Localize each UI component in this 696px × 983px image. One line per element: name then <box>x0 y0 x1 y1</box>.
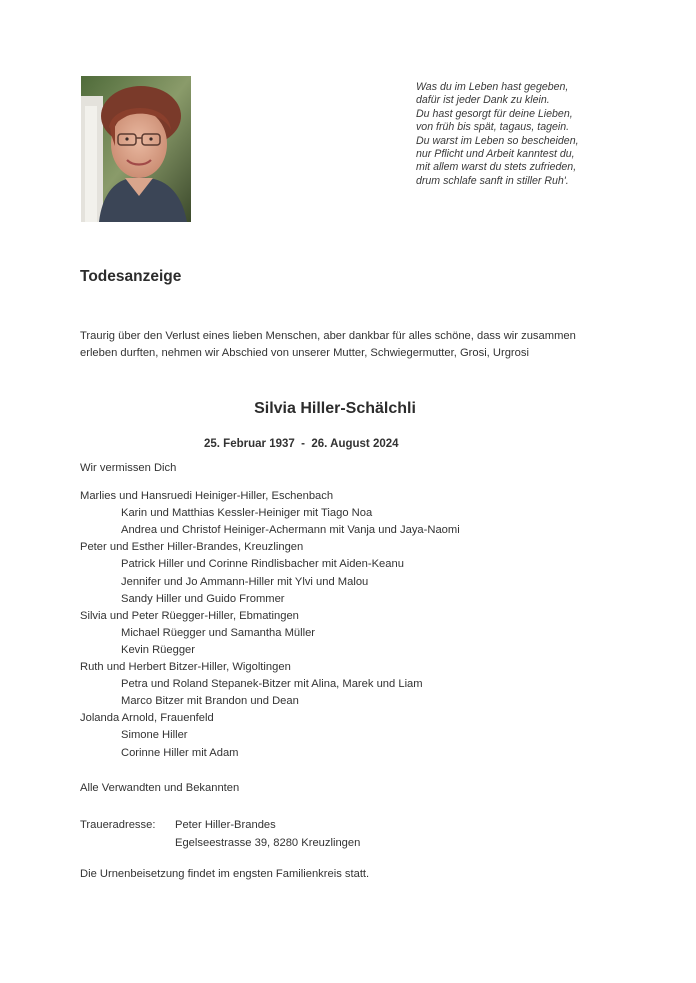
family-member-child: Andrea und Christof Heiniger-Achermann mit Vanja und Jaya-Naomi <box>121 524 460 537</box>
life-dates: 25. Februar 1937 - 26. August 2024 <box>204 438 399 450</box>
poem-line: Du hast gesorgt für deine Lieben, <box>416 107 573 120</box>
family-member-child: Petra und Roland Stepanek-Bitzer mit Alina, Marek und Liam <box>121 678 423 691</box>
deceased-name-row <box>0 400 696 418</box>
poem-line: Du warst im Leben so bescheiden, <box>416 134 579 147</box>
family-member: Jolanda Arnold, Frauenfeld <box>80 712 214 725</box>
relatives-line: Alle Verwandten und Bekannten <box>80 782 240 794</box>
poem-line: von früh bis spät, tagaus, tagein. <box>416 121 570 134</box>
poem-line: dafür ist jeder Dank zu klein. <box>416 94 550 107</box>
intro-line: erleben durften, nehmen wir Abschied von unserer Mutter, Schwiegermutter, Grosi, Urgrosi <box>80 347 529 359</box>
miss-line: Wir vermissen Dich <box>80 462 177 474</box>
family-member: Peter und Esther Hiller-Brandes, Kreuzlingen <box>80 541 304 554</box>
family-member: Marlies und Hansruedi Heiniger-Hiller, Eschenbach <box>80 490 334 502</box>
address-name: Peter Hiller-Brandes <box>175 819 276 831</box>
portrait-photo <box>81 76 191 222</box>
family-member: Ruth und Herbert Bitzer-Hiller, Wigoltingen <box>80 661 291 673</box>
family-member-child: Sandy Hiller und Guido Frommer <box>121 592 285 605</box>
family-member-child: Corinne Hiller mit Adam <box>121 746 239 759</box>
family-member-child: Patrick Hiller und Corinne Rindlisbacher mit Aiden-Keanu <box>121 558 404 571</box>
family-member-child: Simone Hiller <box>121 729 188 742</box>
family-member-child: Karin und Matthias Kessler-Heiniger mit Tiago Noa <box>121 507 373 520</box>
intro-paragraph <box>80 328 640 362</box>
family-member-child: Kevin Rüegger <box>121 643 196 656</box>
poem-line: drum schlafe sanft in stiller Ruh'. <box>416 174 569 187</box>
family-member-child: Michael Rüegger und Samantha Müller <box>121 626 316 639</box>
page-title: Todesanzeige <box>80 268 182 285</box>
poem-line: mit allem warst du stets zufrieden, <box>416 161 577 174</box>
closing-line: Die Urnenbeisetzung findet im engsten Familienkreis statt. <box>80 868 370 880</box>
family-member: Silvia und Peter Rüegger-Hiller, Ebmatingen <box>80 609 299 622</box>
poem-line: Was du im Leben hast gegeben, <box>416 81 569 93</box>
deceased-name: Silvia Hiller-Schälchli <box>254 400 416 417</box>
intro-line: Traurig über den Verlust eines lieben Menschen, aber dankbar für alles schöne, dass wir zusammen <box>80 330 576 342</box>
poem <box>416 81 686 188</box>
address-label: Traueradresse: <box>80 819 156 831</box>
family-member-child: Marco Bitzer mit Brandon und Dean <box>121 695 299 708</box>
portrait-image <box>81 76 191 222</box>
address-street: Egelseestrasse 39, 8280 Kreuzlingen <box>175 837 361 849</box>
poem-line: nur Pflicht und Arbeit kanntest du, <box>416 148 575 161</box>
family-member-child: Jennifer und Jo Ammann-Hiller mit Ylvi und Malou <box>121 575 369 588</box>
